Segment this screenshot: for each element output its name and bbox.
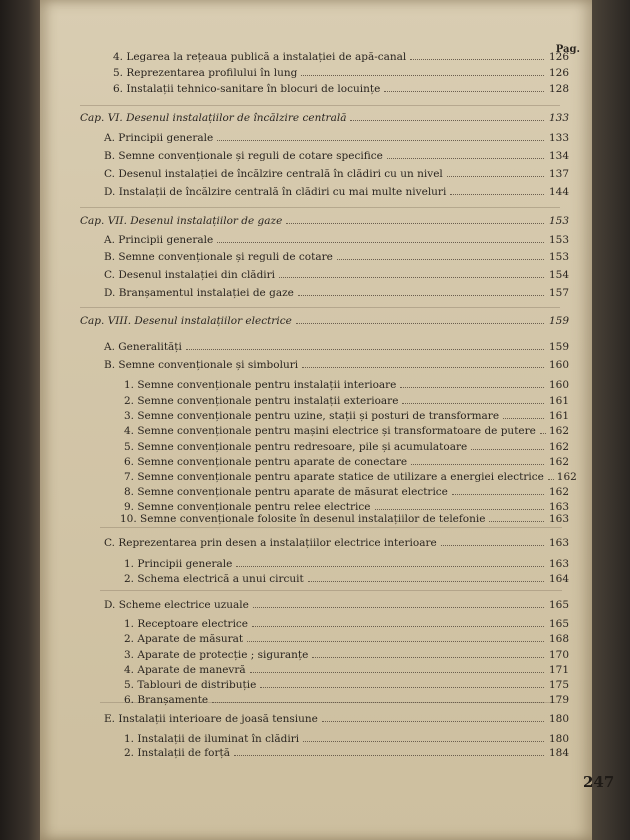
toc-entry-title: 5. Semne convenționale pentru redresoare, pile și acumulatoare (124, 441, 468, 453)
toc-entry-title: D. Instalații de încălzire centrală în clădiri cu mai multe niveluri (104, 186, 447, 198)
toc-entry (104, 233, 569, 247)
toc-entry-page: 180 (548, 713, 569, 725)
toc-entry-title: C. Desenul instalației din clădiri (104, 269, 276, 281)
toc-entry (124, 557, 569, 571)
toc-entry-title: 6. Semne convenționale pentru aparate de conectare (124, 456, 408, 468)
toc-entry-page: 126 (548, 51, 569, 63)
toc-entry (124, 572, 569, 586)
toc-entry-title: D. Scheme electrice uzuale (104, 599, 249, 611)
toc-entry-title: Cap. VII. Desenul instalațiilor de gaze (80, 215, 283, 227)
toc-entry-title: 4. Semne convenționale pentru mașini electrice și transformatoare de putere (124, 425, 536, 437)
toc-entry-title: A. Principii generale (104, 132, 214, 144)
toc-entry-page: 159 (548, 341, 569, 353)
toc-entry (113, 82, 569, 96)
toc-entry (124, 455, 569, 469)
toc-entry-page: 180 (548, 733, 569, 745)
toc-entry (124, 485, 569, 499)
toc-entry-page: 162 (548, 456, 569, 468)
toc-entry-page: 161 (548, 410, 569, 422)
toc-entry-title: 1. Principii generale (124, 558, 233, 570)
toc-entry-title: Cap. VIII. Desenul instalațiilor electrice (80, 315, 292, 327)
toc-entry-page: 133 (548, 132, 569, 144)
toc-entry-title: B. Semne convenționale și reguli de cotare specifice (104, 150, 383, 162)
toc-entry-title: 2. Schema electrică a unui circuit (124, 573, 304, 585)
toc-entry-title: 2. Instalații de forță (124, 747, 231, 759)
toc-entry (124, 663, 569, 677)
toc-entry-page: 137 (548, 168, 569, 180)
toc-entry (124, 378, 569, 392)
book-spine (0, 0, 40, 840)
toc-entry-page: 168 (548, 633, 569, 645)
toc-entry-page: 157 (548, 287, 569, 299)
toc-entry (104, 358, 569, 372)
toc-entry (124, 693, 569, 707)
toc-entry (124, 409, 569, 423)
toc-entry-title: 8. Semne convenționale pentru aparate de măsurat electrice (124, 486, 448, 498)
toc-entry (124, 424, 569, 438)
toc-entry (104, 268, 569, 282)
toc-entry-page: 165 (548, 618, 569, 630)
toc-entry-title: 7. Semne convenționale pentru aparate statice de utilizare a energiei electrice (124, 471, 544, 483)
toc-entry-title: A. Generalități (104, 341, 182, 353)
toc-entry (124, 648, 569, 662)
toc-entry-title: 6. Instalații tehnico-sanitare în blocuri de locuințe (113, 83, 381, 95)
toc-entry-page: 153 (548, 215, 569, 227)
toc-entry-page: 162 (548, 425, 569, 437)
toc-entry (120, 512, 569, 526)
toc-entry-page: 153 (548, 234, 569, 246)
section-divider (80, 207, 560, 208)
section-divider (100, 590, 562, 591)
toc-entry-title: 4. Aparate de manevră (124, 664, 246, 676)
toc-entry-page: 175 (548, 679, 569, 691)
toc-entry-page: 163 (548, 513, 569, 525)
toc-entry-page: 164 (548, 573, 569, 585)
toc-entry (104, 185, 569, 199)
toc-entry-page: 170 (548, 649, 569, 661)
section-divider (80, 307, 560, 308)
toc-entry-page: 165 (548, 599, 569, 611)
toc-entry-title: 5. Reprezentarea profilului în lung (113, 67, 298, 79)
toc-entry-title: D. Branșamentul instalației de gaze (104, 287, 294, 299)
book-page (40, 0, 615, 840)
toc-entry-title: B. Semne convenționale și simboluri (104, 359, 299, 371)
toc-entry-page: 144 (548, 186, 569, 198)
toc-entry-page: 163 (548, 558, 569, 570)
toc-entry-page: 184 (548, 747, 569, 759)
toc-entry-page: 160 (548, 379, 569, 391)
section-divider (100, 527, 562, 528)
toc-chapter (80, 214, 569, 228)
toc-entry-title: 1. Receptoare electrice (124, 618, 249, 630)
toc-chapter (80, 314, 569, 328)
toc-entry-page: 159 (548, 315, 569, 327)
toc-entry-title: 1. Instalații de iluminat în clădiri (124, 733, 300, 745)
toc-entry-page: 126 (548, 67, 569, 79)
page-number: 247 (583, 773, 615, 791)
toc-entry-page: 128 (548, 83, 569, 95)
toc-entry-page: 163 (548, 501, 569, 513)
toc-entry (104, 286, 569, 300)
pag-column-header: Pag. (555, 44, 580, 55)
toc-entry (104, 250, 569, 264)
toc-entry (124, 470, 577, 484)
toc-entry-page: 134 (548, 150, 569, 162)
toc-entry (124, 440, 569, 454)
toc-entry-page: 162 (556, 471, 577, 483)
toc-chapter (80, 111, 569, 125)
toc-entry-page: 161 (548, 395, 569, 407)
toc-entry-title: 2. Semne convenționale pentru instalații exterioare (124, 395, 399, 407)
toc-entry-title: B. Semne convenționale și reguli de cotare (104, 251, 333, 263)
toc-entry (113, 50, 569, 64)
toc-entry-title: 2. Aparate de măsurat (124, 633, 244, 645)
toc-entry (124, 732, 569, 746)
toc-entry (124, 632, 569, 646)
toc-entry-page: 160 (548, 359, 569, 371)
toc-entry (124, 394, 569, 408)
toc-entry (104, 149, 569, 163)
toc-entry-title: 3. Semne convenționale pentru uzine, stații și posturi de transformare (124, 410, 500, 422)
toc-entry-page: 171 (548, 664, 569, 676)
toc-entry-title: 1. Semne convenționale pentru instalații interioare (124, 379, 397, 391)
toc-entry (104, 340, 569, 354)
toc-entry (124, 678, 569, 692)
toc-entry-page: 162 (548, 441, 569, 453)
toc-entry-title: 3. Aparate de protecție ; siguranțe (124, 649, 309, 661)
toc-entry-title: C. Desenul instalației de încălzire centrală în clădiri cu un nivel (104, 168, 443, 180)
toc-entry (104, 536, 569, 550)
toc-entry-title: 9. Semne convenționale pentru relee electrice (124, 501, 371, 513)
toc-entry (113, 66, 569, 80)
page-edge-shadow (592, 0, 630, 840)
toc-entry-page: 163 (548, 537, 569, 549)
toc-entry (104, 131, 569, 145)
toc-entry-page: 179 (548, 694, 569, 706)
toc-entry-page: 154 (548, 269, 569, 281)
toc-entry-title: E. Instalații interioare de joasă tensiune (104, 713, 318, 725)
toc-entry (124, 746, 569, 760)
toc-entry-title: 5. Tablouri de distribuție (124, 679, 257, 691)
toc-entry (104, 598, 569, 612)
toc-entry-title: 6. Branșamente (124, 694, 209, 706)
toc-entry-page: 162 (548, 486, 569, 498)
toc-entry-title: 10. Semne convenționale folosite în desenul instalațiilor de telefonie (120, 513, 486, 525)
toc-entry (124, 617, 569, 631)
toc-entry (104, 167, 569, 181)
toc-entry-page: 153 (548, 251, 569, 263)
toc-entry-title: Cap. VI. Desenul instalațiilor de încălzire centrală (80, 112, 347, 124)
toc-entry-title: A. Principii generale (104, 234, 214, 246)
section-divider (80, 105, 560, 106)
toc-entry-page: 133 (548, 112, 569, 124)
toc-entry (104, 712, 569, 726)
toc-entry-title: C. Reprezentarea prin desen a instalațiilor electrice interioare (104, 537, 437, 549)
toc-entry-title: 4. Legarea la rețeaua publică a instalației de apă-canal (113, 51, 407, 63)
